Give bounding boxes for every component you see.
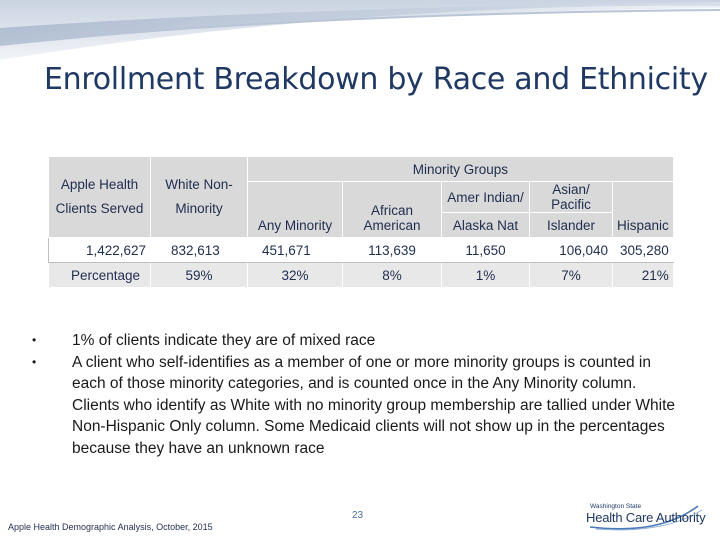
cell-pct-african-american: 8% [343, 263, 442, 288]
page-number: 23 [352, 510, 364, 521]
logo-line2: Health Care Authority [586, 510, 706, 525]
header-decoration [0, 0, 720, 70]
bullet-icon: • [32, 354, 37, 369]
cell-any-minority: 451,671 [248, 238, 343, 263]
header-amer-indian-line2: Alaska Nat [442, 213, 530, 238]
hca-logo [586, 500, 706, 532]
cell-percentage-label: Percentage [49, 263, 151, 288]
cell-pct-white: 59% [151, 263, 248, 288]
table-row-percentages [49, 263, 674, 288]
header-hispanic: Hispanic [613, 182, 674, 238]
header-african-american: African American [343, 182, 442, 238]
header-white-non-minority: White Non- Minority [151, 157, 248, 238]
cell-pct-any-minority: 32% [248, 263, 343, 288]
slide-title: Enrollment Breakdown by Race and Ethnicity [44, 62, 708, 97]
header-minority-groups: Minority Groups [248, 157, 674, 182]
cell-white-non-minority: 832,613 [151, 238, 248, 263]
bullet-text: 1% of clients indicate they are of mixed race [72, 332, 376, 349]
cell-pct-asian: 7% [530, 263, 613, 288]
cell-clients-served: 1,422,627 [49, 238, 151, 263]
header-amer-indian-line1: Amer Indian/ [442, 182, 530, 213]
list-item [30, 352, 680, 460]
bullet-list [30, 330, 680, 459]
header-asian-line1: Asian/ Pacific [530, 182, 613, 213]
header-clients-served: Apple Health Clients Served [49, 157, 151, 238]
cell-hispanic: 305,280 [613, 238, 674, 263]
logo-line1: Washington State [590, 503, 642, 510]
header-any-minority: Any Minority [248, 182, 343, 238]
footer-text: Apple Health Demographic Analysis, October, 2015 [8, 522, 213, 532]
bullet-text: A client who self-identifies as a member of one or more minority groups is counted in each of those minority categories, and is counted once in the Any Minority column. Clients who identify as White with no minority group membership are tallied under White Non-Hispanic Only column. Some Medicaid clients will not show up in the percentages because they have an unknown race [72, 353, 676, 457]
list-item [30, 330, 680, 352]
header-asian-line2: Islander [530, 213, 613, 238]
table-row-counts [49, 238, 674, 263]
cell-pct-amer-indian: 1% [442, 263, 530, 288]
cell-african-american: 113,639 [343, 238, 442, 263]
cell-amer-indian: 11,650 [442, 238, 530, 263]
enrollment-table [48, 156, 674, 288]
cell-asian: 106,040 [530, 238, 613, 263]
cell-pct-hispanic: 21% [613, 263, 674, 288]
bullet-icon: • [32, 333, 37, 347]
